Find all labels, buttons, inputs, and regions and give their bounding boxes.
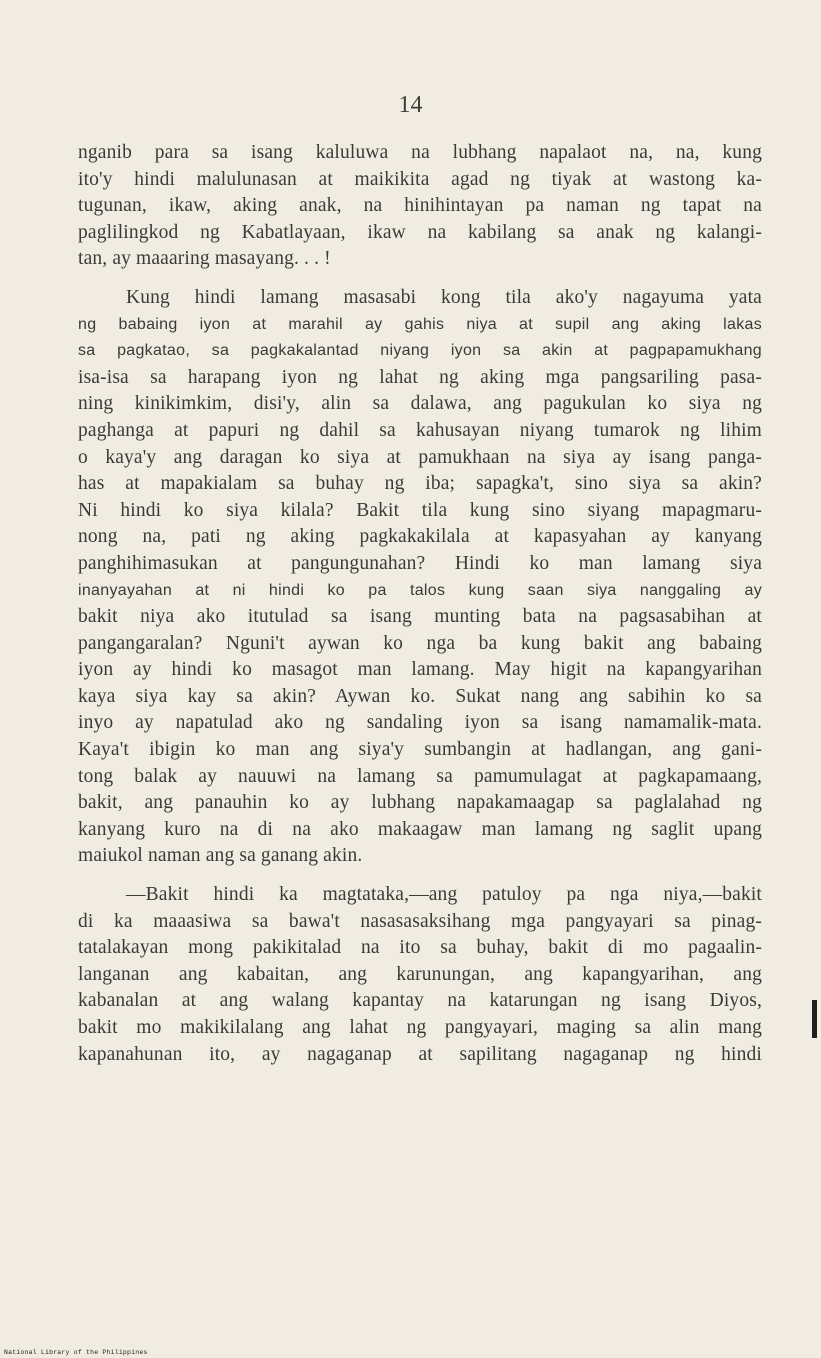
- paragraph-1: [78, 140, 762, 273]
- text-line: iyon ay hindi ko masagot man lamang. May higit na kapangyarihan: [78, 659, 762, 681]
- text-line: tong balak ay nauuwi na lamang sa pamumulagat at pagkapamaang,: [78, 765, 762, 787]
- page-edge-mark: [812, 1000, 817, 1038]
- text-line: kanyang kuro na di na ako makaagaw man lamang ng saglit upang: [78, 818, 762, 840]
- text-line: kaya siya kay sa akin? Aywan ko. Sukat nang ang sabihin ko sa: [78, 685, 762, 707]
- text-line: kabanalan at ang walang kapantay na katarungan ng isang Diyos,: [78, 990, 762, 1012]
- text-line: langanan ang kabaitan, ang karunungan, ang kapangyarihan, ang: [78, 963, 762, 985]
- text-line: sa pagkatao, sa pagkakalantad niyang iyon sa akin at pagpapamukhang: [78, 342, 762, 360]
- text-line: tatalakayan mong pakikitalad na ito sa buhay, bakit di mo pagaalin-: [78, 937, 762, 959]
- text-line: pangangaralan? Nguni't aywan ko nga ba kung bakit ang babaing: [78, 632, 762, 654]
- text-line: di ka maaasiwa sa bawa't nasasasaksihang mga pangyayari sa pinag-: [78, 910, 762, 932]
- text-line: nong na, pati ng aking pagkakakilala at kapasyahan ay kanyang: [78, 526, 762, 548]
- text-line: Kung hindi lamang masasabi kong tila ako'y nagayuma yata: [126, 286, 762, 308]
- text-line: inanyayahan at ni hindi ko pa talos kung saan siya nanggaling ay: [78, 581, 762, 599]
- text-line: kapanahunan ito, ay nagaganap at sapilitang nagaganap ng hindi: [78, 1043, 762, 1065]
- text-line: maiukol naman ang sa ganang akin.: [78, 845, 363, 867]
- text-line: Ni hindi ko siya kilala? Bakit tila kung sino siyang mapagmaru-: [78, 499, 762, 521]
- library-footer: National Library of the Philippines: [4, 1349, 148, 1356]
- page-number: 14: [398, 92, 423, 118]
- text-line: paghanga at papuri ng dahil sa kahusayan niyang tumarok ng lihim: [78, 419, 762, 441]
- text-line: tugunan, ikaw, aking anak, na hinihintayan pa naman ng tapat na: [78, 195, 762, 217]
- text-line: nganib para sa isang kaluluwa na lubhang napalaot na, na, kung: [78, 142, 762, 163]
- body-text: [78, 140, 762, 1068]
- text-line: ng babaing iyon at marahil ay gahis niya at supil ang aking lakas: [78, 315, 762, 333]
- paragraph-2: [78, 285, 762, 870]
- text-line: panghihimasukan at pangungunahan? Hindi ko man lamang siya: [78, 552, 762, 574]
- paragraph-3: [78, 882, 762, 1068]
- text-line: ning kinikimkim, disi'y, alin sa dalawa, ang pagukulan ko siya ng: [78, 393, 762, 415]
- text-line: ito'y hindi malulunasan at maikikita agad ng tiyak at wastong ka-: [78, 168, 762, 190]
- text-line: o kaya'y ang daragan ko siya at pamukhaan na siya ay isang panga-: [78, 446, 762, 468]
- text-line: isa-isa sa harapang iyon ng lahat ng aking mga pangsariling pasa-: [78, 366, 762, 388]
- text-line: —Bakit hindi ka magtataka,—ang patuloy pa nga niya,—bakit: [126, 884, 762, 906]
- text-line: bakit mo makikilalang ang lahat ng pangyayari, maging sa alin mang: [78, 1017, 762, 1038]
- text-line: paglilingkod ng Kabatlayaan, ikaw na kabilang sa anak ng kalangi-: [78, 221, 762, 243]
- text-line: Kaya't ibigin ko man ang siya'y sumbangin at hadlangan, ang gani-: [78, 739, 762, 761]
- text-line: bakit, ang panauhin ko ay lubhang napakamaagap sa paglalahad ng: [78, 792, 762, 814]
- text-line: bakit niya ako itutulad sa isang munting bata na pagsasabihan at: [78, 606, 762, 628]
- text-line: tan, ay maaaring masayang. . . !: [78, 248, 331, 270]
- text-line: inyo ay napatulad ako ng sandaling iyon sa isang namamalik-mata.: [78, 712, 762, 734]
- text-line: has at mapakialam sa buhay ng iba; sapagka't, sino siya sa akin?: [78, 473, 762, 495]
